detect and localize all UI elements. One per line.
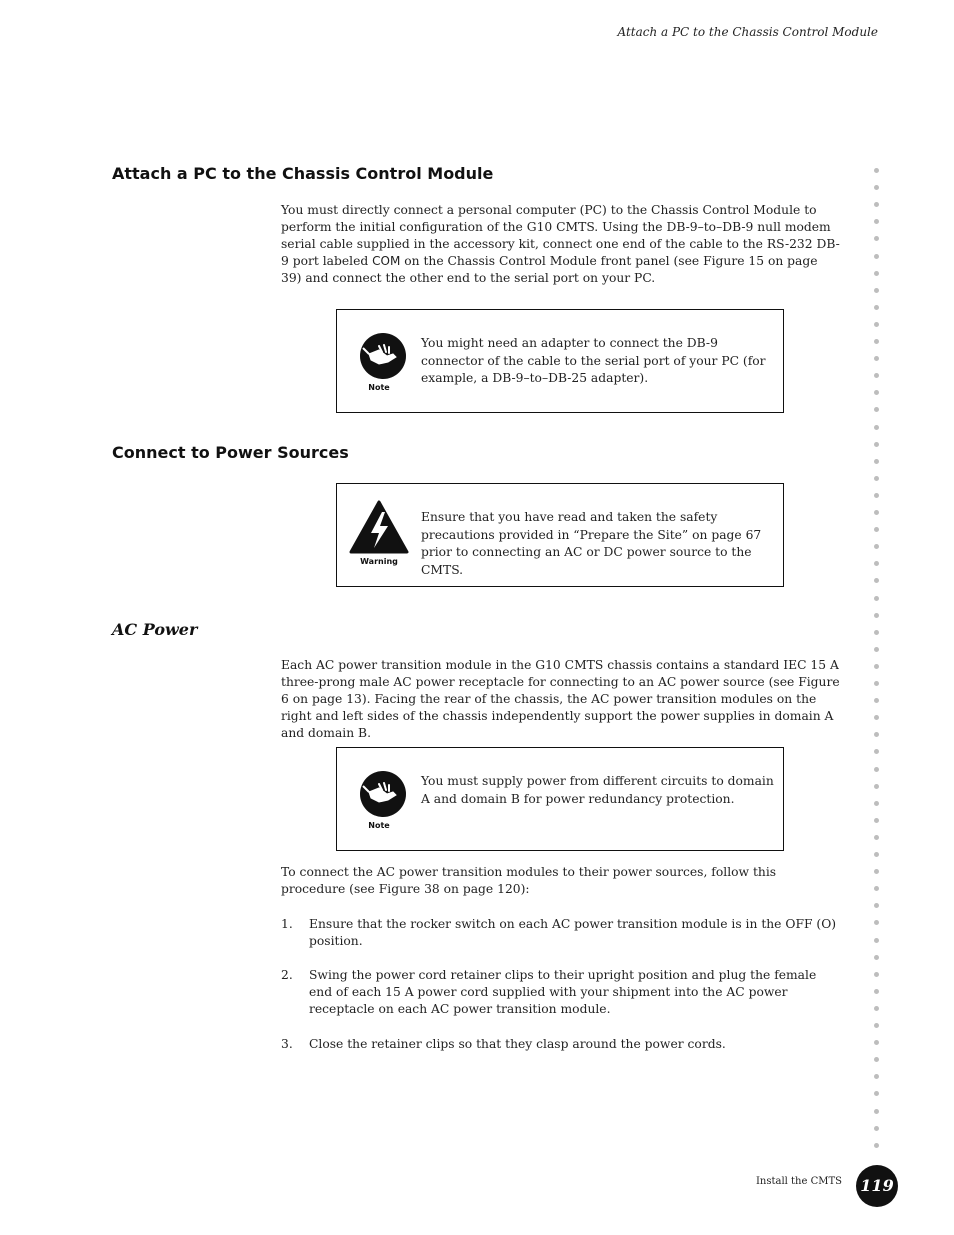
rail-dot — [874, 732, 879, 737]
rail-dot — [874, 886, 879, 891]
note-icon-wrapper — [349, 768, 409, 838]
rail-dot — [874, 271, 879, 276]
step-number: 3. — [281, 1037, 293, 1051]
rail-dot — [874, 938, 879, 943]
com-port-label: COM — [372, 254, 401, 268]
note-caption: Note — [368, 383, 390, 392]
note-text-adapter: You might need an adapter to connect the DB-9 connector of the cable to the serial port of your PC (for example, a DB-9–to–DB-25 adapter). — [421, 336, 766, 385]
rail-dot — [874, 390, 879, 395]
warning-icon-wrapper — [349, 500, 409, 570]
rail-dot — [874, 236, 879, 241]
rail-dot — [874, 1074, 879, 1079]
rail-dot — [874, 322, 879, 327]
rail-dot — [874, 254, 879, 259]
rail-dot — [874, 1057, 879, 1062]
warning-caption: Warning — [360, 557, 398, 566]
note-hand-icon — [349, 768, 409, 818]
rail-dot — [874, 767, 879, 772]
note-icon-wrapper — [349, 330, 409, 400]
step-number: 1. — [281, 917, 293, 931]
attach-pc-paragraph-start: You must directly connect a personal computer (PC) to the Chassis Control Module to perform the initial configuration of the G10 CMTS. Using the DB-9–to–DB-9 null modem serial cable supplied in the accessory kit, connect one end of the cable to the RS-232 DB-9 port labeled — [281, 203, 840, 268]
rail-dot — [874, 561, 879, 566]
rail-dot — [874, 698, 879, 703]
procedure-step — [281, 1036, 841, 1053]
rail-dot — [874, 972, 879, 977]
page-number-badge: 119 — [856, 1165, 898, 1207]
rail-dot — [874, 869, 879, 874]
rail-dot — [874, 510, 879, 515]
rail-dot — [874, 715, 879, 720]
rail-dot — [874, 493, 879, 498]
procedure-step — [281, 916, 841, 950]
attach-pc-paragraph-end: on the Chassis Control Module front panel (see Figure 15 on page 39) and connect the other end to the serial port on your PC. — [281, 254, 818, 285]
note-hand-icon — [349, 330, 409, 380]
rail-dot — [874, 527, 879, 532]
rail-dot — [874, 784, 879, 789]
attach-pc-paragraph — [281, 202, 841, 287]
rail-dot — [874, 578, 879, 583]
rail-dot — [874, 1109, 879, 1114]
running-head: Attach a PC to the Chassis Control Module — [617, 25, 878, 39]
note-caption: Note — [368, 821, 390, 830]
rail-dot — [874, 681, 879, 686]
step-number: 2. — [281, 968, 293, 982]
step-text: Close the retainer clips so that they clasp around the power cords. — [309, 1037, 726, 1051]
rail-dot — [874, 459, 879, 464]
rail-dot — [874, 1143, 879, 1148]
rail-dot — [874, 1006, 879, 1011]
rail-dot — [874, 835, 879, 840]
rail-dot — [874, 202, 879, 207]
rail-dot — [874, 305, 879, 310]
decorative-dot-rail — [874, 168, 880, 1158]
note-callout-redundancy — [336, 747, 784, 851]
step-text: Swing the power cord retainer clips to their upright position and plug the female end of each 15 A power cord supplied with your shipment into the AC power receptacle on each AC power transition module. — [309, 968, 817, 1016]
rail-dot — [874, 664, 879, 669]
procedure-intro: To connect the AC power transition modules to their power sources, follow this procedure (see Figure 38 on page 120): — [281, 865, 777, 896]
rail-dot — [874, 544, 879, 549]
rail-dot — [874, 373, 879, 378]
warning-lightning-icon — [349, 500, 409, 556]
rail-dot — [874, 647, 879, 652]
rail-dot — [874, 955, 879, 960]
section-heading-power: Connect to Power Sources — [112, 443, 349, 462]
rail-dot — [874, 476, 879, 481]
rail-dot — [874, 425, 879, 430]
rail-dot — [874, 989, 879, 994]
rail-dot — [874, 1126, 879, 1131]
rail-dot — [874, 219, 879, 224]
rail-dot — [874, 1040, 879, 1045]
rail-dot — [874, 356, 879, 361]
rail-dot — [874, 852, 879, 857]
rail-dot — [874, 613, 879, 618]
rail-dot — [874, 185, 879, 190]
warning-callout-safety — [336, 483, 784, 587]
note-callout-adapter — [336, 309, 784, 413]
rail-dot — [874, 920, 879, 925]
note-text-redundancy: You must supply power from different circuits to domain A and domain B for power redundancy protection. — [421, 774, 774, 806]
rail-dot — [874, 1091, 879, 1096]
rail-dot — [874, 818, 879, 823]
section-heading-attach-pc: Attach a PC to the Chassis Control Module — [112, 164, 494, 183]
rail-dot — [874, 288, 879, 293]
rail-dot — [874, 596, 879, 601]
ac-power-paragraph: Each AC power transition module in the G10 CMTS chassis contains a standard IEC 15 A three-prong male AC power receptacle for connecting to an AC power source (see Figure 6 on page 13). Facing the rear of the chassis, the AC power transition modules on the right and left sides of the chassis independently support the power supplies in domain A and domain B. — [281, 658, 840, 740]
rail-dot — [874, 749, 879, 754]
warning-text-safety: Ensure that you have read and taken the safety precautions provided in “Prepare the Site” on page 67 prior to connecting an AC or DC power source to the CMTS. — [421, 510, 762, 577]
subsection-heading-ac-power: AC Power — [112, 620, 198, 639]
footer-chapter-label: Install the CMTS — [755, 1176, 842, 1187]
procedure-step — [281, 967, 841, 1018]
rail-dot — [874, 442, 879, 447]
rail-dot — [874, 168, 879, 173]
rail-dot — [874, 407, 879, 412]
rail-dot — [874, 1023, 879, 1028]
step-text: Ensure that the rocker switch on each AC power transition module is in the OFF (O) position. — [309, 917, 837, 948]
rail-dot — [874, 339, 879, 344]
rail-dot — [874, 630, 879, 635]
rail-dot — [874, 903, 879, 908]
rail-dot — [874, 801, 879, 806]
